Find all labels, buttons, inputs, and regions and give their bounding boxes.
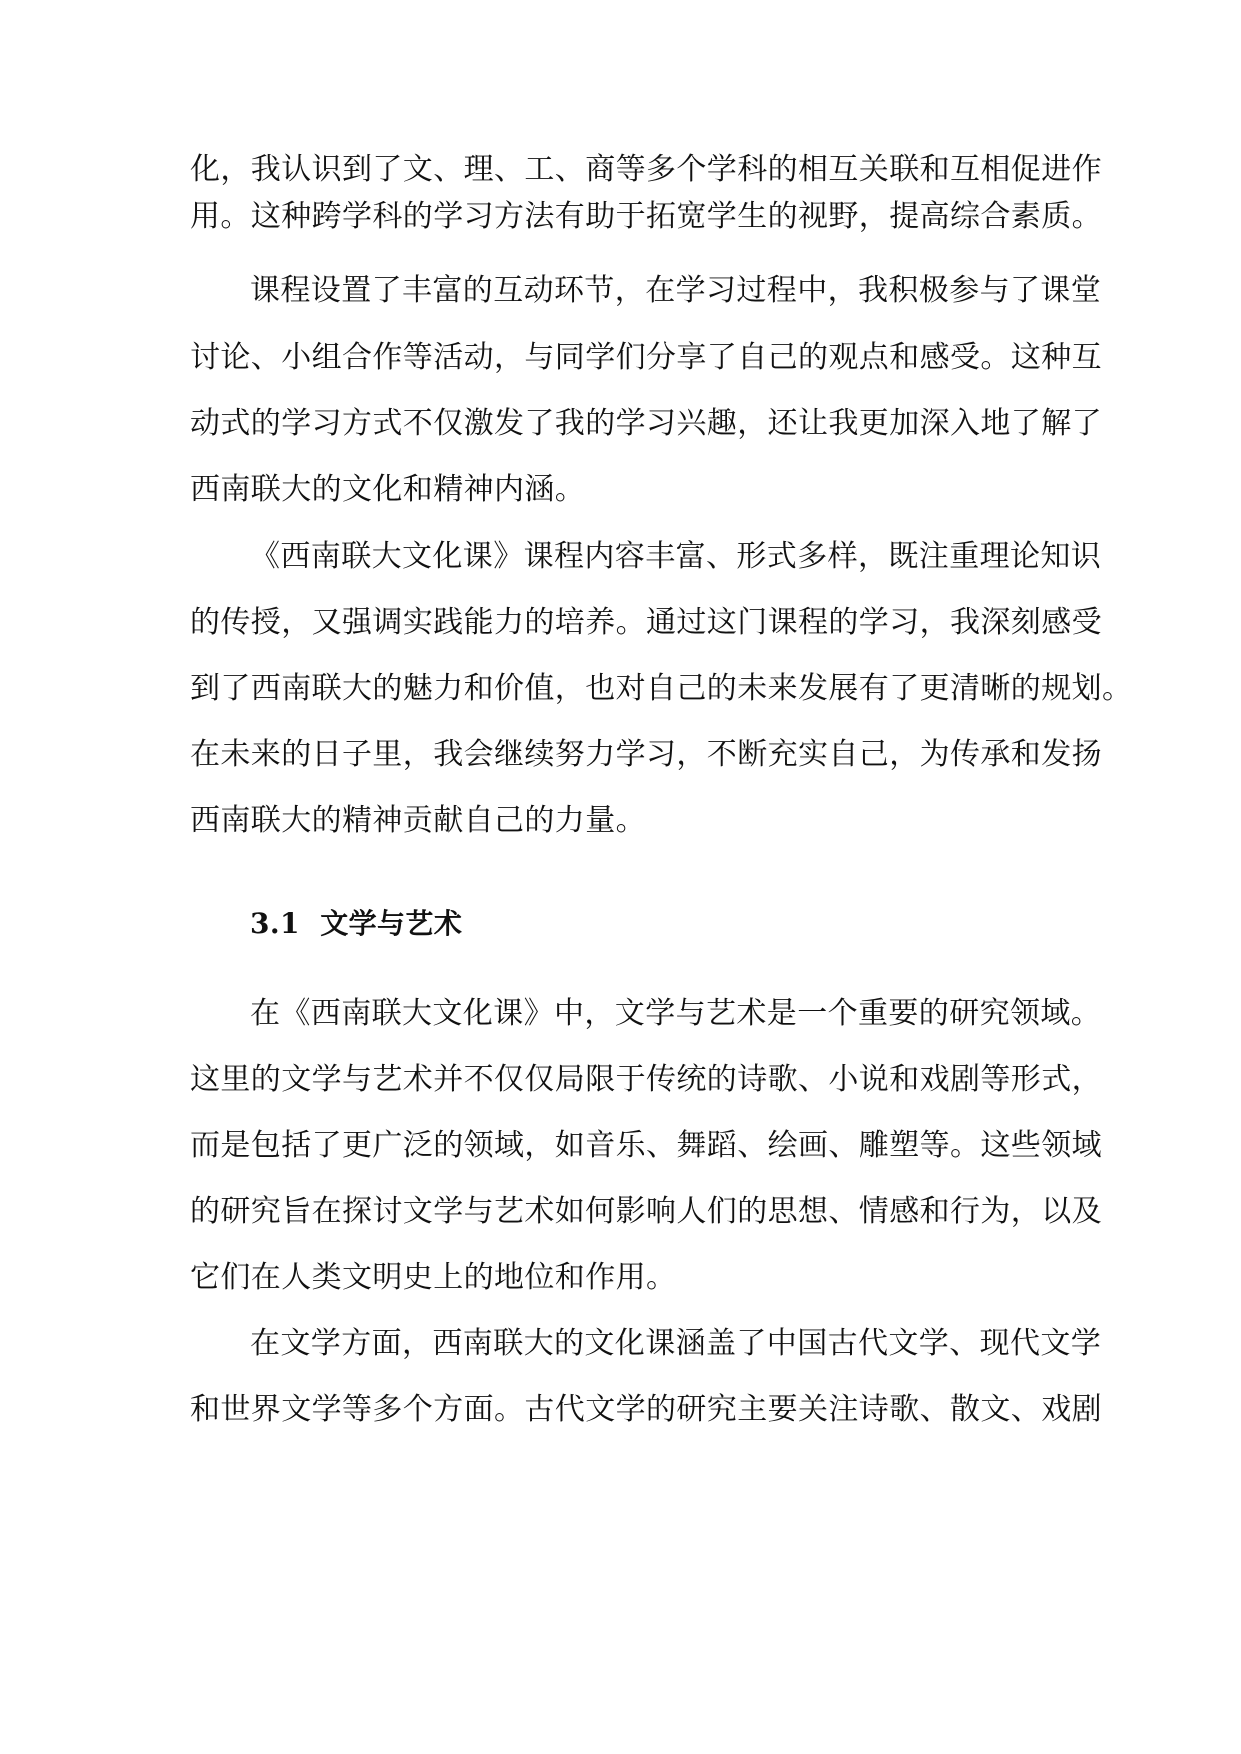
paragraph-4-line-2: 这里的文学与艺术并不仅仅局限于传统的诗歌、小说和戏剧等形式， (190, 1062, 1102, 1097)
section-title: 文学与艺术 (320, 907, 463, 940)
paragraph-3-line-4: 在未来的日子里，我会继续努力学习，不断充实自己，为传承和发扬 (190, 737, 1102, 772)
section-number: 3.1 (250, 907, 300, 940)
paragraph-2-line-2: 讨论、小组合作等活动，与同学们分享了自己的观点和感受。这种互 (190, 340, 1102, 375)
paragraph-4-line-4: 的研究旨在探讨文学与艺术如何影响人们的思想、情感和行为，以及 (190, 1194, 1102, 1229)
paragraph-4-line-5: 它们在人类文明史上的地位和作用。 (190, 1260, 677, 1295)
paragraph-1-line-1: 化，我认识到了文、理、工、商等多个学科的相互关联和互相促进作 (190, 152, 1102, 187)
paragraph-2-line-1: 课程设置了丰富的互动环节，在学习过程中，我积极参与了课堂 (250, 273, 1102, 308)
paragraph-1-line-2: 用。这种跨学科的学习方法有助于拓宽学生的视野，提高综合素质。 (190, 199, 1102, 234)
paragraph-3-line-5: 西南联大的精神贡献自己的力量。 (190, 803, 646, 838)
paragraph-2-line-3: 动式的学习方式不仅激发了我的学习兴趣，还让我更加深入地了解了 (190, 406, 1102, 441)
paragraph-5-line-2: 和世界文学等多个方面。古代文学的研究主要关注诗歌、散文、戏剧 (190, 1392, 1102, 1427)
paragraph-3-line-1: 《西南联大文化课》课程内容丰富、形式多样，既注重理论知识 (250, 539, 1102, 574)
paragraph-2-line-4: 西南联大的文化和精神内涵。 (190, 472, 586, 507)
paragraph-5-line-1: 在文学方面，西南联大的文化课涵盖了中国古代文学、现代文学 (250, 1326, 1102, 1361)
section-heading (250, 904, 462, 944)
paragraph-4-line-3: 而是包括了更广泛的领域，如音乐、舞蹈、绘画、雕塑等。这些领域 (190, 1128, 1102, 1163)
paragraph-3-line-2: 的传授，又强调实践能力的培养。通过这门课程的学习，我深刻感受 (190, 605, 1102, 640)
paragraph-4-line-1: 在《西南联大文化课》中，文学与艺术是一个重要的研究领域。 (250, 996, 1102, 1031)
paragraph-3-line-3: 到了西南联大的魅力和价值，也对自己的未来发展有了更清晰的规划。 (190, 671, 1133, 706)
